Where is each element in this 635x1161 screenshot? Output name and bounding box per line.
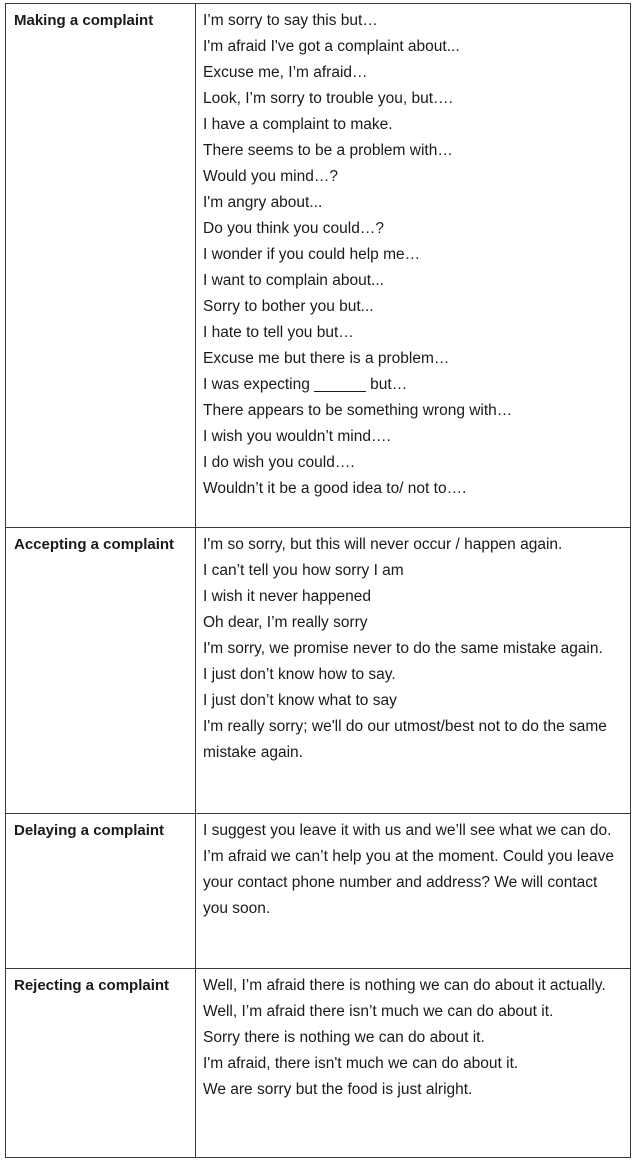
phrase-line: I’m sorry to say this but… [203, 12, 378, 29]
phrase-line: I do wish you could…. [203, 454, 355, 471]
section-row-accepting [6, 528, 631, 814]
phrase-line: Excuse me but there is a problem… [203, 350, 450, 367]
phrase-line: I just don’t know how to say. [203, 666, 396, 683]
phrase-line: Would you mind…? [203, 168, 338, 185]
phrase-line: Oh dear, I’m really sorry [203, 614, 368, 631]
phrase-line: I'm afraid, there isn't much we can do about it. [203, 1055, 519, 1072]
section-phrases-cell [196, 814, 631, 969]
phrase-list [196, 528, 630, 766]
phrase-line: Look, I’m sorry to trouble you, but…. [203, 90, 453, 107]
phrase-line: I just don’t know what to say [203, 692, 397, 709]
phrase-list [196, 814, 630, 922]
section-phrases-cell [196, 528, 631, 814]
phrase-list [196, 969, 630, 1103]
phrase-line: I'm really sorry; we'll do our utmost/best not to do the same mistake again. [203, 718, 607, 761]
section-row-making [6, 4, 631, 528]
phrase-line: I'm afraid I've got a complaint about... [203, 38, 460, 55]
phrase-line: Well, I’m afraid there is nothing we can do about it actually. [203, 977, 606, 994]
phrase-line: Excuse me, I’m afraid… [203, 64, 368, 81]
phrase-line: Wouldn’t it be a good idea to/ not to…. [203, 480, 467, 497]
section-row-delaying [6, 814, 631, 969]
phrase-line: I wonder if you could help me… [203, 246, 421, 263]
phrase-line: I'm angry about... [203, 194, 323, 211]
section-phrases-cell [196, 969, 631, 1158]
section-label-cell [6, 814, 196, 969]
phrase-line: I'm so sorry, but this will never occur / happen again. [203, 536, 563, 553]
section-label-cell [6, 969, 196, 1158]
phrase-line: I hate to tell you but… [203, 324, 354, 341]
phrase-line: I’m afraid we can’t help you at the moment. Could you leave your contact phone number and address? We will contact you soon. [203, 848, 614, 917]
phrase-line: I can’t tell you how sorry I am [203, 562, 404, 579]
section-label-cell [6, 528, 196, 814]
section-label: Delaying a complaint [14, 822, 165, 839]
phrase-line: I'm sorry, we promise never to do the same mistake again. [203, 640, 603, 657]
section-label: Accepting a complaint [14, 536, 175, 553]
phrase-line: I was expecting ______ but… [203, 376, 408, 393]
phrase-line: Sorry to bother you but... [203, 298, 374, 315]
phrase-line: I wish you wouldn’t mind…. [203, 428, 391, 445]
section-label: Rejecting a complaint [14, 977, 170, 994]
phrase-line: I wish it never happened [203, 588, 372, 605]
phrase-line: I suggest you leave it with us and we’ll see what we can do. [203, 822, 612, 839]
section-label-cell [6, 4, 196, 528]
phrase-line: There appears to be something wrong with… [203, 402, 513, 419]
section-label: Making a complaint [14, 12, 154, 29]
complaint-phrases-table [5, 3, 631, 1158]
phrase-line: I have a complaint to make. [203, 116, 393, 133]
section-row-rejecting [6, 969, 631, 1158]
phrase-line: Do you think you could…? [203, 220, 384, 237]
phrase-line: There seems to be a problem with… [203, 142, 453, 159]
phrase-list [196, 4, 630, 502]
phrase-line: We are sorry but the food is just alright. [203, 1081, 473, 1098]
section-phrases-cell [196, 4, 631, 528]
phrase-line: Sorry there is nothing we can do about it. [203, 1029, 485, 1046]
phrase-line: Well, I’m afraid there isn’t much we can do about it. [203, 1003, 554, 1020]
phrase-line: I want to complain about... [203, 272, 384, 289]
